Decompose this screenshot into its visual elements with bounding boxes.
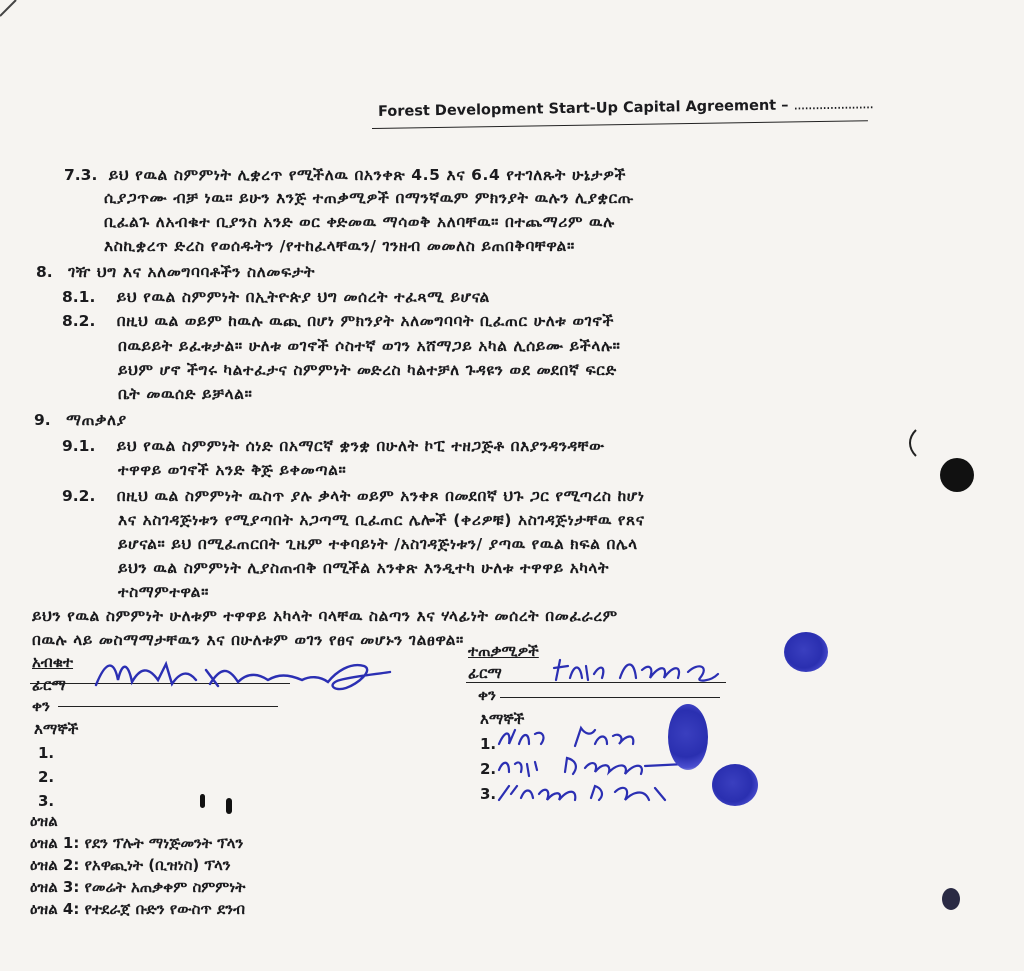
clause-7-3-line-3: ቢፈልጉ ለአብቁተ ቢያንስ አንድ ወር ቀድመዉ ማሳወቅ አለባቸዉ። በተጨማሪም ዉሉ: [104, 213, 615, 231]
clause-9-2-line-3: ይሆናል። ይህ በሚፈጠርበት ጊዜም ተቀባይነት /አስገዳጅነቱን/ ያጣዉ የዉል ክፍል በሌላ: [118, 535, 638, 553]
left-sign-label: ፊርማ: [32, 676, 66, 694]
section-8-heading: [36, 262, 315, 282]
closing-line-2: በዉሉ ላይ መስማማታቸዉን እና በሁለቱም ወገን የፀና መሆኑን ገልፀዋል።: [32, 631, 464, 649]
left-date-line: [58, 706, 278, 707]
right-signature: [550, 652, 730, 688]
annexes-title: ዕዝል: [30, 812, 58, 830]
clause-7-3-line-1: [64, 165, 626, 185]
right-party-thumbprint: [784, 632, 828, 672]
section-number: 9.: [34, 411, 51, 429]
clause-9-2-line-1: [62, 486, 645, 506]
left-witness-1: 1.: [38, 744, 55, 762]
left-signature: [88, 650, 398, 700]
right-date-line: [500, 697, 720, 698]
witness-thumbprint-1: [668, 704, 708, 770]
speck: [226, 798, 232, 814]
clause-7-3-line-2: ሲያጋጥሙ ብቻ ነዉ። ይሁን እንጅ ተጠቃሚዎች በማንኛዉም ምክንያት ዉሉን ሊያቋርጡ: [104, 189, 635, 207]
clause-text: ይህ የዉል ስምምነት በኢትዮጵያ ህግ መሰረት ተፈጻሚ ይሆናል: [116, 288, 490, 306]
clause-9-2-line-4: ይህን ዉል ስምምነት ሊያስጠብቅ በሚችል አንቀጽ እንዲተካ ሁለቱ ተዋዋይ አካላት: [118, 559, 610, 577]
clause-number: 8.2.: [62, 312, 96, 330]
clause-9-1-line-1: [62, 436, 605, 456]
clause-8-2-line-2: በዉይይት ይፈቱታል። ሁለቱ ወገኖች ሶስተኛ ወገን አሸማጋይ አካል ሊሰይሙ ይችላሉ።: [118, 337, 621, 355]
corner-mark: [0, 0, 20, 20]
annex-item-1: ዕዝል 1: የደን ፕሉት ማነጅመንት ፕላን: [30, 834, 244, 852]
punch-hole: [940, 458, 974, 492]
clause-number: 9.2.: [62, 487, 96, 505]
clause-8-2-line-4: ቤት መዉሰድ ይቻላል።: [118, 385, 253, 403]
section-number: 8.: [36, 263, 53, 281]
section-title: ማጠቃለያ: [66, 411, 127, 429]
closing-line-1: ይህን የዉል ስምምነት ሁለቱም ተዋዋይ አካላት ባላቸዉ ስልጣን እና ሃላፊነት መሰረት በመፈራረም: [32, 607, 618, 625]
annex-item-3: ዕዝል 3: የመሬት አጠቃቀም ስምምነት: [30, 878, 246, 896]
margin-mark: [906, 428, 920, 458]
right-party-title: ተጠቃሚዎች: [468, 642, 539, 660]
punch-hole: [942, 888, 960, 910]
clause-8-2-line-1: [62, 311, 614, 331]
header-rule: [372, 120, 868, 129]
right-witnesses-label: እማኞች: [480, 710, 525, 728]
left-witness-2: 2.: [38, 768, 55, 786]
clause-8-2-line-3: ይህም ሆኖ ችግሩ ካልተፈታና ስምምነት መድረስ ካልተቻለ ጉዳዩን ወደ መደበኛ ፍርድ: [118, 361, 617, 379]
witness-thumbprint-2: [712, 764, 758, 806]
section-title: ገዥ ህግ እና አለመግባባቶችን ስለመፍታት: [68, 263, 316, 281]
clause-9-2-line-5: ተስማምተዋል።: [118, 583, 209, 601]
clause-text: ይህ የዉል ስምምነት ሊቋረጥ የሚችለዉ በአንቀጽ 4.5 እና 6.4 የተገለጹት ሁኔታዎች: [108, 166, 627, 184]
clause-number: 8.1.: [62, 288, 96, 306]
left-party-title: አብቁተ: [32, 653, 74, 671]
right-witness-1: 1.: [480, 735, 497, 753]
clause-8-1: [62, 287, 490, 307]
clause-text: በዚህ ዉል ወይም ከዉሉ ዉጪ በሆነ ምክንያት አለመግባባት ቢፈጠር ሁለቱ ወገኖች: [116, 312, 615, 330]
left-witness-3: 3.: [38, 792, 55, 810]
clause-9-2-line-2: እና አስገዳጅነቱን የሚያጣበት አጋጣሚ ቢፈጠር ሌሎች (ቀሪዎቹ) አስገዳጅነታቸዉ የጸና: [118, 511, 645, 529]
right-witness-2: 2.: [480, 760, 497, 778]
clause-9-1-line-2: ተዋዋይ ወገኖች አንድ ቅጅ ይቀመጣል።: [118, 461, 347, 479]
left-witnesses-label: እማኞች: [34, 720, 79, 738]
clause-7-3-line-4: እስኪቋረጥ ድረስ የወሰዱትን /የተከፈላቸዉን/ ገንዘብ መመለስ ይጠበቅባቸዋል።: [104, 237, 575, 255]
section-9-heading: [34, 410, 127, 430]
header-dots: ......................: [793, 96, 874, 114]
clause-number: 7.3.: [64, 166, 98, 184]
clause-text: በዚህ ዉል ስምምነት ዉስጥ ያሉ ቃላት ወይም አንቀጾ በመደበኛ ህጉ ጋር የሚጣረስ ከሆነ: [116, 487, 645, 505]
annex-item-4: ዕዝል 4: የተደራጀ ቡድን የውስጥ ደንብ: [30, 900, 245, 918]
right-witness-3: 3.: [480, 785, 497, 803]
annex-item-2: ዕዝል 2: የአዋጪነት (ቢዝነስ) ፕላን: [30, 856, 231, 874]
header-title: Forest Development Start-Up Capital Agreement –: [377, 97, 789, 120]
right-date-label: ቀን: [478, 686, 496, 704]
clause-text: ይህ የዉል ስምምነት ሰነድ በአማርኛ ቋንቋ በሁለት ኮፒ ተዘጋጅቶ በእያንዳንዳቸው: [116, 437, 605, 455]
speck: [200, 794, 205, 808]
right-sign-label: ፊርማ: [468, 664, 502, 682]
document-header: [378, 96, 873, 120]
clause-number: 9.1.: [62, 437, 96, 455]
left-date-label: ቀን: [32, 697, 50, 715]
